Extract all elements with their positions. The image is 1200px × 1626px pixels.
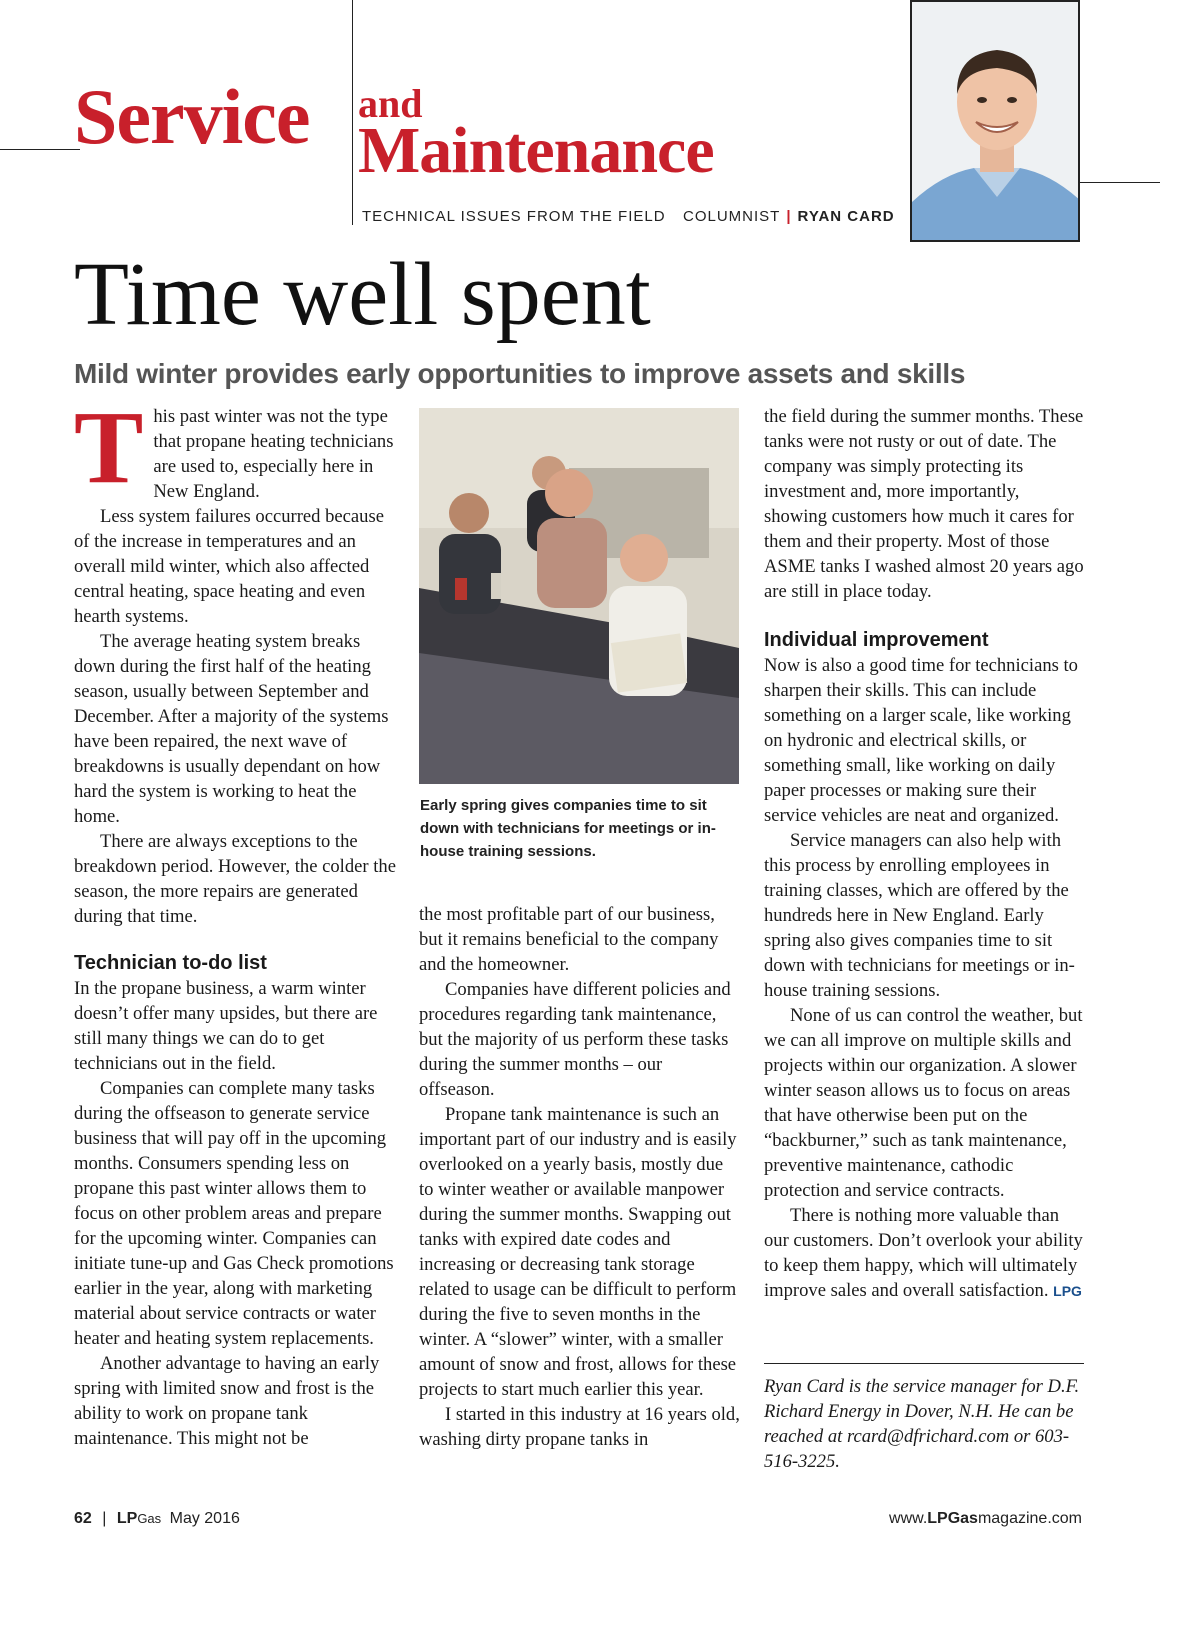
article-subtitle: Mild winter provides early opportunities to improve assets and skills [74,358,966,389]
section-tagline: TECHNICAL ISSUES FROM THE FIELD [362,208,666,225]
paragraph: his past winter was not the type that propane heating technicians are used to, especially here in New England. [153,406,394,502]
paragraph: Service managers can also help with this process by enrolling employees in training classes, which are offered by the hundreds here in New England. Early spring also gives companies time to sit down with technicians for meetings or in-house training sessions. [764,830,1075,1001]
section-heading: Technician to-do list [74,952,267,974]
magazine-name-lp: LP [116,1510,138,1527]
article-column-1 [74,390,396,1451]
header-rule-vertical [352,0,353,225]
header-rule-left [0,149,80,150]
section-logo-and: and [358,81,423,126]
columnist-credit [683,208,895,225]
paragraph: Propane tank maintenance is such an important part of our industry and is easily overlooked on a yearly basis, mostly due to winter weather or available manpower during the summer months. Swapping out tanks with expired date codes and increasing or decreasing tank storage related to usage can be difficult to perform during the five to seven months in the winter. A “slower” winter, with a smaller amount of snow and frost, allows for these projects to start much earlier this year. [419,1104,737,1400]
section-logo-service: Service [74,73,310,160]
photo-caption: Early spring gives companies time to sit down with technicians for meetings or in-house training sessions. [420,797,716,860]
url-brand: LPGas [927,1510,978,1527]
paragraph-text: There is nothing more valuable than our customers. Don’t overlook your ability to keep them happy, which will ultimately improve sales and overall satisfaction. [764,1205,1083,1301]
footer-folio [74,1510,240,1528]
magazine-name-gas: Gas [137,1511,162,1526]
url-prefix: www. [889,1510,928,1527]
section-heading: Individual improvement [764,629,989,651]
paragraph [764,1203,1086,1304]
footer-url[interactable] [889,1510,1082,1528]
article-title: Time well spent [74,245,651,344]
paragraph: None of us can control the weather, but we can all improve on multiple skills and projects within our organization. A slower winter season allows us to focus on areas that have otherwise been put on the “backburner,” such as tank maintenance, preventive maintenance, cathodic protection and service contracts. [764,1005,1083,1201]
end-mark: LPG [1053,1283,1082,1299]
article-column-2 [419,902,741,1452]
paragraph: Now is also a good time for technicians to sharpen their skills. This can include something on a larger scale, like working on hydronic and electrical skills, or something small, like working on daily paper processes or making sure their service vehicles are neat and organized. [764,655,1078,826]
person-portrait-icon [912,2,1080,242]
section-logo-maintenance: Maintenance [358,114,714,187]
columnist-photo [910,0,1080,242]
paragraph: the field during the summer months. These tanks were not rusty or out of date. The company was simply protecting its investment and, more importantly, showing customers how much it cares for them and their property. Most of those ASME tanks I washed almost 20 years ago are still in place today. [764,406,1084,602]
paragraph: Companies have different policies and procedures regarding tank maintenance, but the majority of us perform these tasks during the summer months – our offseason. [419,979,731,1100]
columnist-separator: | [786,208,792,225]
paragraph: There are always exceptions to the breakdown period. However, the colder the season, the more repairs are generated during that time. [74,831,396,927]
paragraph: Another advantage to having an early spring with limited snow and frost is the ability to work on propane tank maintenance. This might not be [74,1353,380,1449]
paragraph: The average heating system breaks down during the first half of the heating season, usually between September and December. After a majority of the systems have been repaired, the next wave of breakdowns is usually dependant on how hard the system is working to heat the home. [74,631,389,827]
paragraph: Less system failures occurred because of the increase in temperatures and an overall mild winter, which also affected central heating, space heating and even hearth systems. [74,506,384,627]
paragraph: Companies can complete many tasks during the offseason to generate service business that will pay off in the upcoming months. Consumers spending less on propane this past winter allows them to focus on other problem areas and prepare for the upcoming winter. Companies can initiate tune-up and Gas Check promotions earlier in the year, along with marketing material about service contracts or water heater and heating system replacements. [74,1078,394,1349]
paragraph: the most profitable part of our business, but it remains beneficial to the company and the homeowner. [419,904,719,975]
drop-cap: T [74,390,144,505]
url-suffix: magazine.com [977,1510,1082,1527]
paragraph: I started in this industry at 16 years old, washing dirty propane tanks in [419,1404,740,1450]
author-bio: Ryan Card is the service manager for D.F. Richard Energy in Dover, N.H. He can be reached at rcard@dfrichard.com or 603-516-3225. [764,1376,1080,1472]
page-number: 62 [74,1510,92,1527]
bio-divider [764,1363,1084,1364]
article-column-3 [764,404,1086,1304]
columnist-label: COLUMNIST [683,208,781,225]
issue-date: May 2016 [169,1510,240,1527]
columnist-name: RYAN CARD [797,208,895,225]
training-room-photo-icon [419,408,739,784]
footer-separator: | [102,1510,107,1527]
header-rule-right [1080,182,1160,183]
article-photo [419,408,739,784]
paragraph: In the propane business, a warm winter doesn’t offer many upsides, but there are still many things we can do to get technicians out in the field. [74,978,378,1074]
